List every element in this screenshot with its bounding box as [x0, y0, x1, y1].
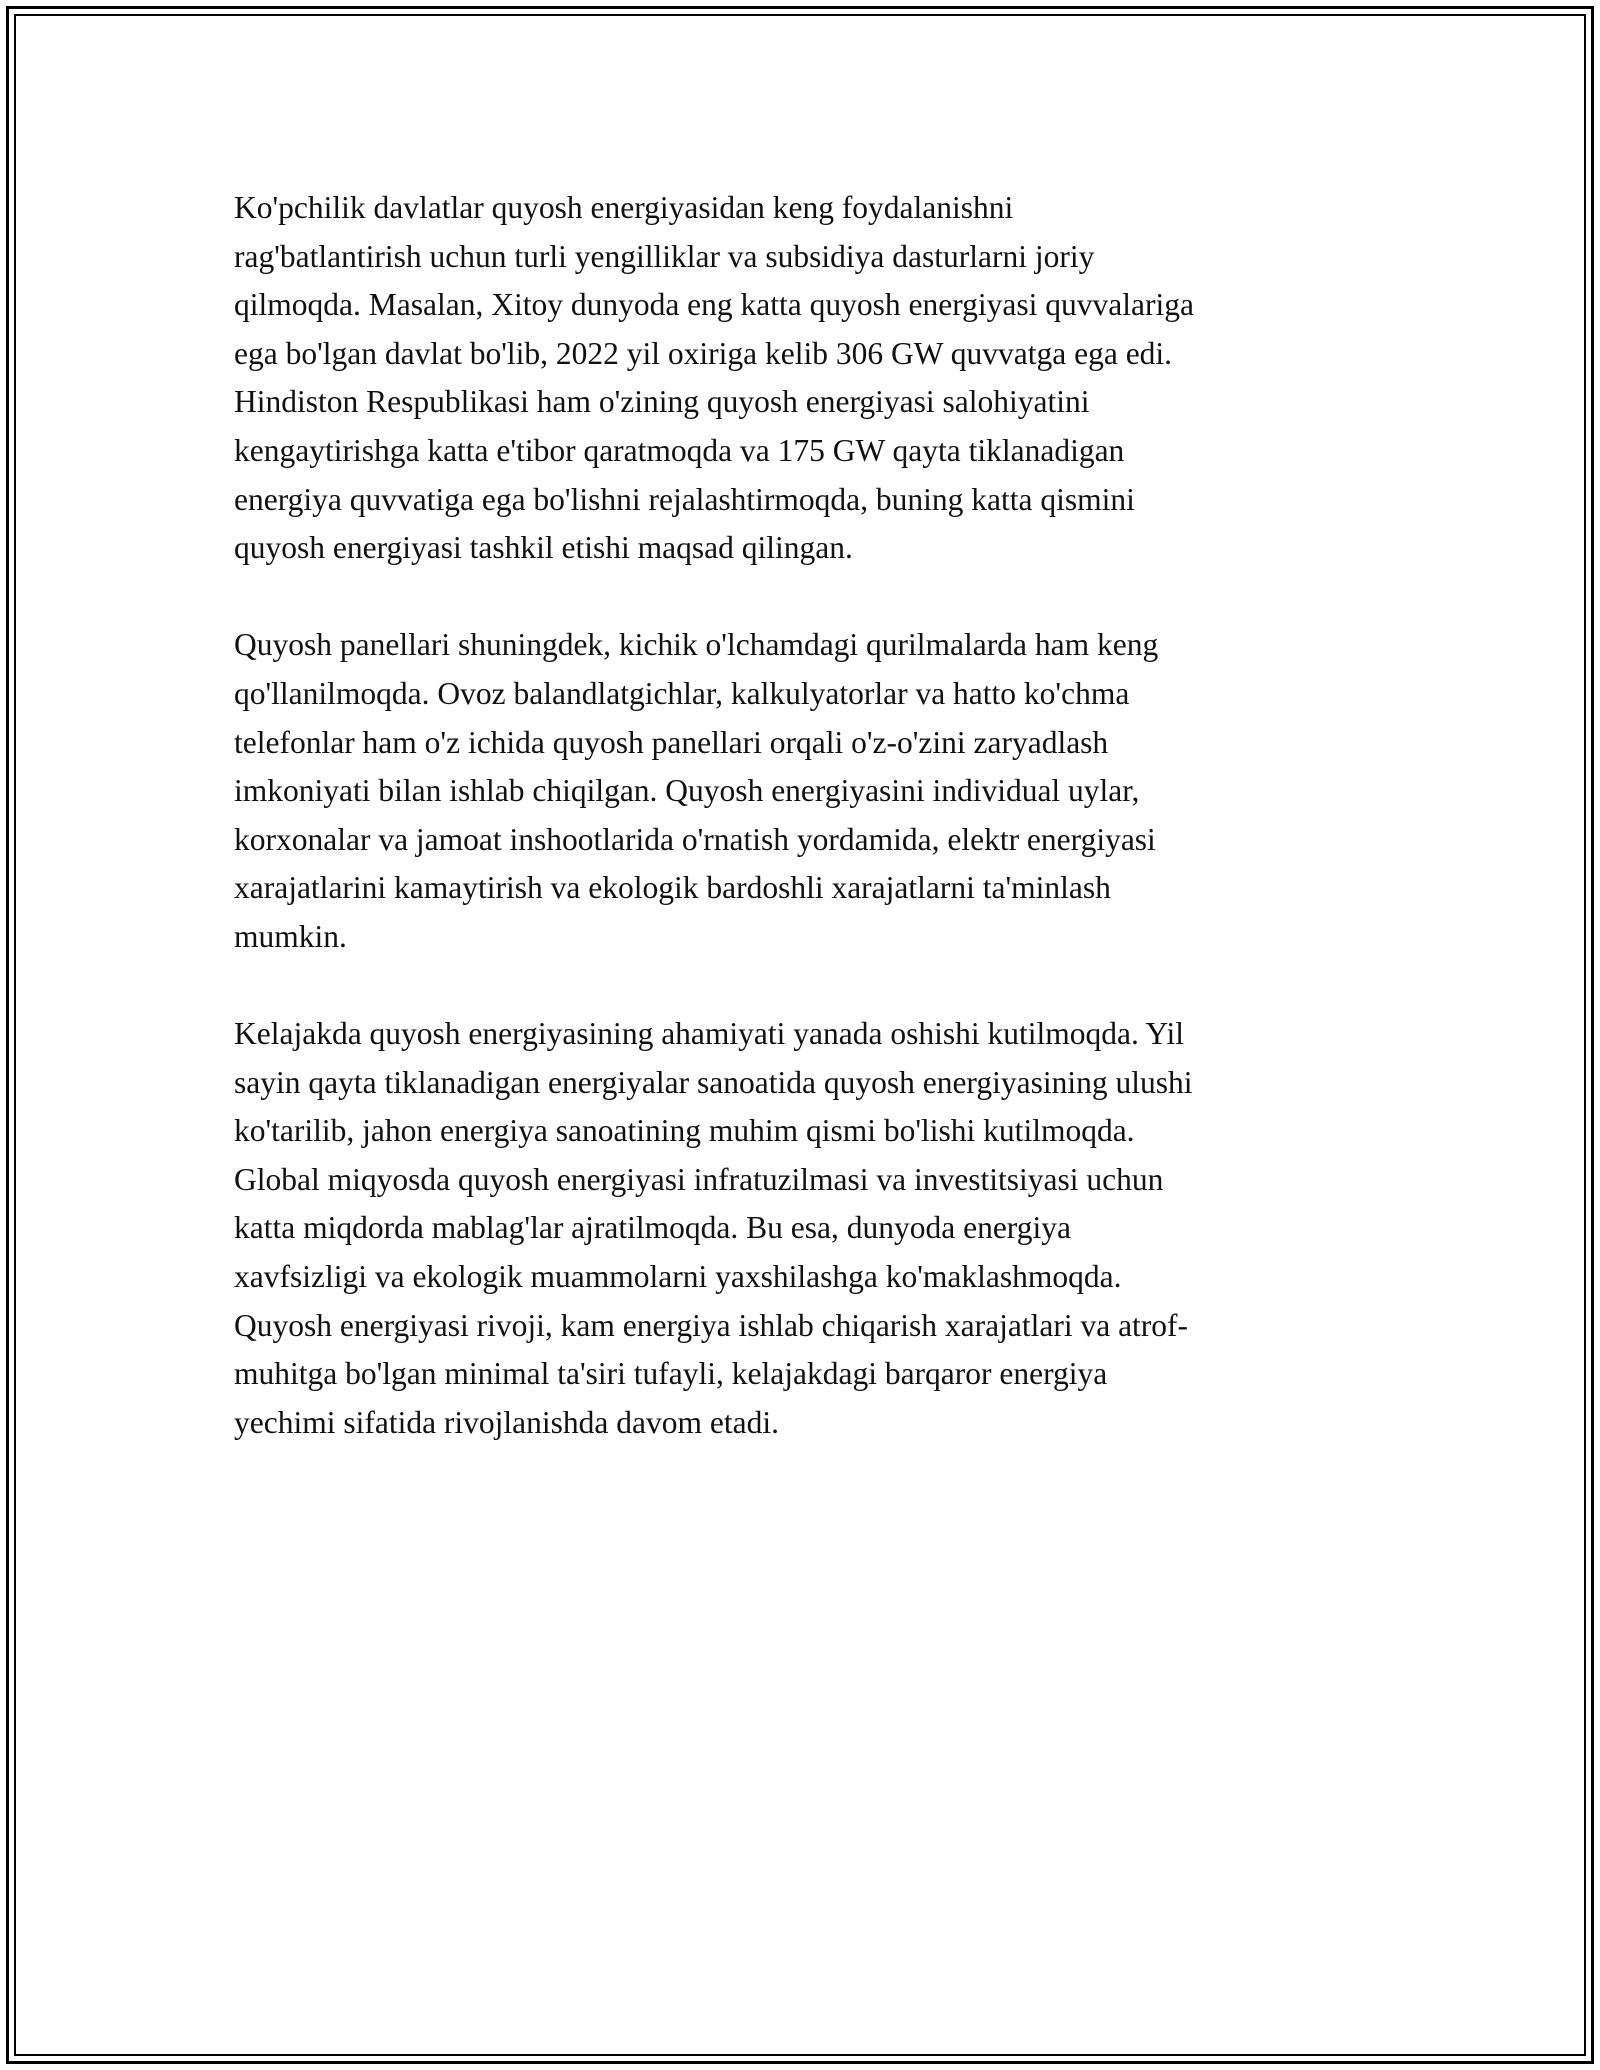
text-line: rag'batlantirish uchun turli yengilliklar va subsidiya dasturlarni joriy [234, 238, 1095, 274]
paragraph-1 [234, 184, 1364, 573]
text-line: katta miqdorda mablag'lar ajratilmoqda. Bu esa, dunyoda energiya [234, 1210, 1071, 1246]
paragraph-3 [234, 1010, 1364, 1447]
text-line: mumkin. [234, 918, 347, 954]
paragraph-2 [234, 621, 1364, 961]
text-line: quyosh energiyasi tashkil etishi maqsad qilingan. [234, 530, 853, 566]
text-line: Quyosh panellari shuningdek, kichik o'lchamdagi qurilmalarda ham keng [234, 627, 1159, 663]
text-line: imkoniyati bilan ishlab chiqilgan. Quyosh energiyasini individual uylar, [234, 773, 1140, 809]
text-line: ko'tarilib, jahon energiya sanoatining muhim qismi bo'lishi kutilmoqda. [234, 1113, 1135, 1149]
text-line: qilmoqda. Masalan, Xitoy dunyoda eng katta quyosh energiyasi quvvalariga [234, 287, 1194, 323]
text-line: sayin qayta tiklanadigan energiyalar sanoatida quyosh energiyasining ulushi [234, 1064, 1193, 1100]
text-line: energiya quvvatiga ega bo'lishni rejalashtirmoqda, buning katta qismini [234, 481, 1135, 517]
text-line: yechimi sifatida rivojlanishda davom etadi. [234, 1404, 779, 1440]
text-line: qo'llanilmoqda. Ovoz balandlatgichlar, kalkulyatorlar va hatto ko'chma [234, 675, 1130, 711]
text-line: telefonlar ham o'z ichida quyosh panellari orqali o'z-o'zini zaryadlash [234, 724, 1109, 760]
text-line: kengaytirishga katta e'tibor qaratmoqda va 175 GW qayta tiklanadigan [234, 432, 1125, 468]
text-line: Ko'pchilik davlatlar quyosh energiyasidan keng foydalanishni [234, 190, 1014, 225]
text-line: ega bo'lgan davlat bo'lib, 2022 yil oxiriga kelib 306 GW quvvatga ega edi. [234, 335, 1173, 371]
text-line: Hindiston Respublikasi ham o'zining quyosh energiyasi salohiyatini [234, 384, 1090, 420]
document-body [234, 184, 1364, 1496]
text-line: Quyosh energiyasi rivoji, kam energiya ishlab chiqarish xarajatlari va atrof- [234, 1307, 1189, 1343]
text-line: Kelajakda quyosh energiyasining ahamiyati yanada oshishi kutilmoqda. Yil [234, 1016, 1185, 1052]
text-line: xavfsizligi va ekologik muammolarni yaxshilashga ko'maklashmoqda. [234, 1259, 1122, 1295]
text-line: xarajatlarini kamaytirish va ekologik bardoshli xarajatlarni ta'minlash [234, 870, 1111, 906]
text-line: korxonalar va jamoat inshootlarida o'rnatish yordamida, elektr energiyasi [234, 821, 1156, 857]
text-line: muhitga bo'lgan minimal ta'siri tufayli, kelajakdagi barqaror energiya [234, 1356, 1108, 1392]
text-line: Global miqyosda quyosh energiyasi infratuzilmasi va investitsiyasi uchun [234, 1161, 1164, 1197]
